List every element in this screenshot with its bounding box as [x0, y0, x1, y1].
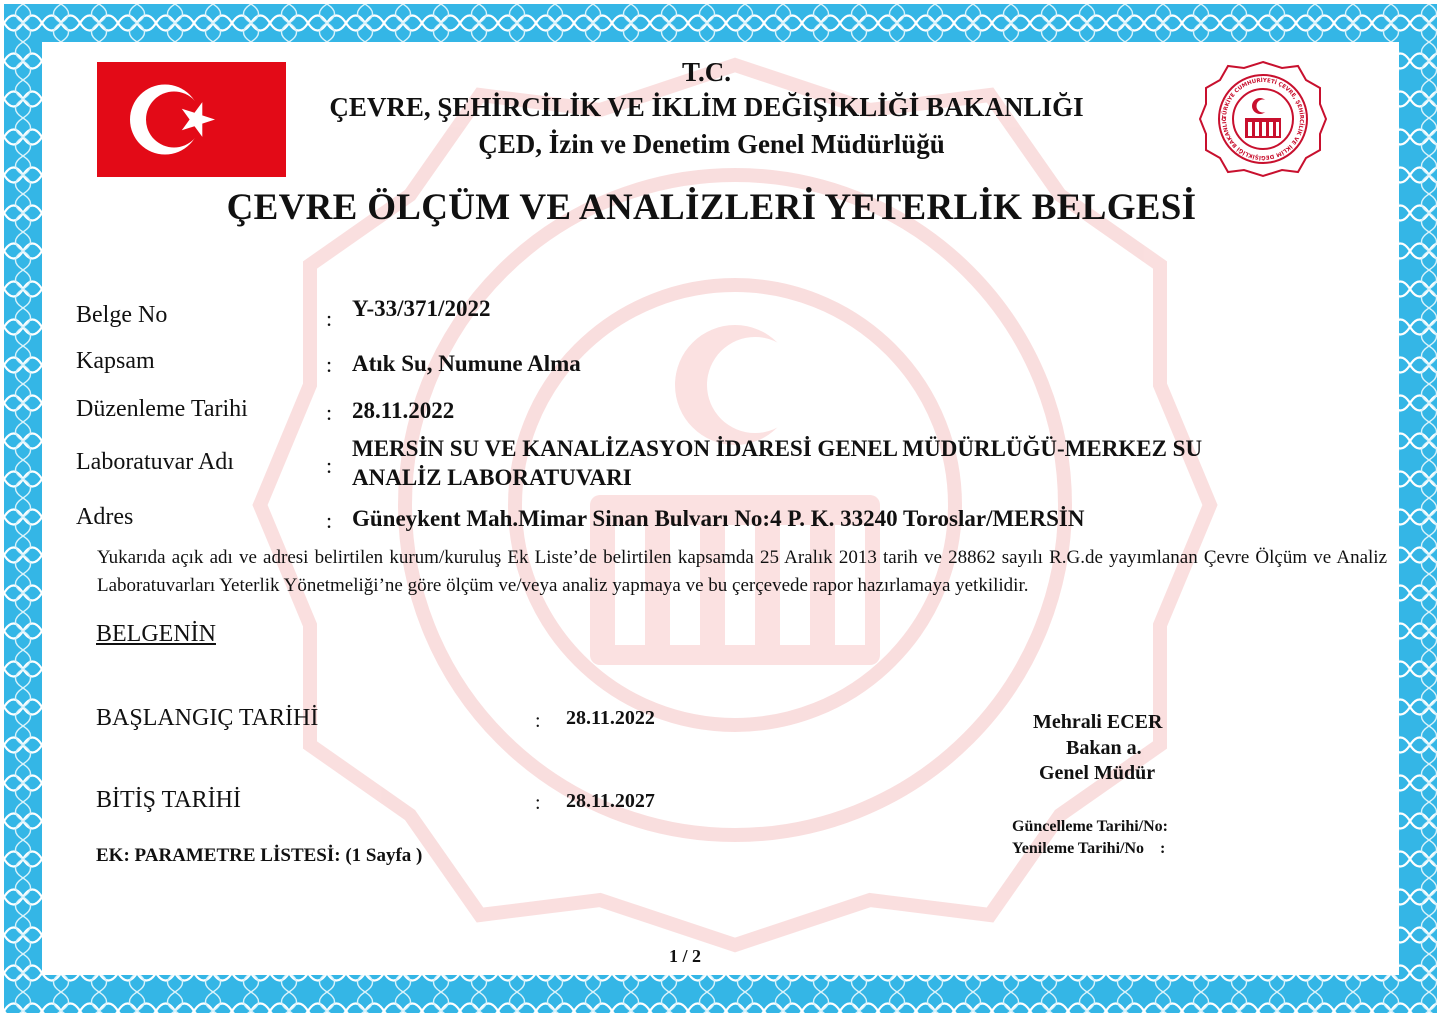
field-label-adres: Adres: [76, 504, 134, 530]
field-label-belge-no: Belge No: [76, 302, 168, 328]
field-value-belge-no: Y-33/371/2022: [352, 296, 491, 321]
seal-text: TÜRKİYE CUMHURİYETİ ÇEVRE, ŞEHİRCİLİK VE İKLİM DEĞİŞİKLİĞİ BAKANLIĞ: [1221, 77, 1305, 161]
signatory-title: Genel Müdür: [1039, 762, 1156, 784]
field-colon: :: [326, 306, 333, 331]
field-colon: :: [326, 453, 333, 478]
field-value-adres: Güneykent Mah.Mimar Sinan Bulvarı No:4 P. K. 33240 Toroslar/MERSİN: [352, 506, 1085, 531]
field-label-duzenleme-tarihi: Düzenleme Tarihi: [76, 396, 248, 422]
department-name: ÇED, İzin ve Denetim Genel Müdürlüğü: [478, 129, 945, 159]
header-tc: T.C.: [681, 57, 731, 87]
certificate-title: ÇEVRE ÖLÇÜM VE ANALİZLERİ YETERLİK BELGESİ: [226, 187, 1197, 228]
signatory-name: Mehrali ECER: [1033, 711, 1163, 733]
page-number: 1 / 2: [668, 946, 701, 966]
field-value-kapsam: Atık Su, Numune Alma: [352, 351, 581, 376]
field-value-laboratuvar-adi-line1: MERSİN SU VE KANALİZASYON İDARESİ GENEL MÜDÜRLÜĞÜ-MERKEZ SU: [352, 436, 1203, 461]
start-date-value: 28.11.2022: [566, 707, 655, 729]
end-date-value: 28.11.2027: [566, 790, 655, 812]
field-value-duzenleme-tarihi: 28.11.2022: [352, 398, 455, 423]
annex-note: EK: PARAMETRE LİSTESİ: (1 Sayfa ): [96, 845, 423, 866]
validity-heading: BELGENİN: [96, 621, 216, 647]
field-value-laboratuvar-adi-line2: ANALİZ LABORATUVARI: [352, 465, 632, 490]
update-date-label: Güncelleme Tarihi/No:: [1012, 818, 1168, 835]
renewal-date-label: Yenileme Tarihi/No :: [1012, 840, 1166, 857]
start-date-colon: :: [535, 710, 541, 732]
authorization-paragraph: Yukarıda açık adı ve adresi belirtilen kurum/kuruluş Ek Liste’de belirtilen kapsamda 25 Aralık 2013 tarih ve 28862 sayılı R.G.de yayımlanan Çevre Ölçüm ve Analiz Laboratuvarları Yeterlik Yönetmeliği’ne göre ölçüm ve/veya analiz yapmaya ve bu çerçevede rapor hazırlamaya yetkilidir.: [97, 547, 1387, 596]
end-date-label: BİTİŞ TARİHİ: [96, 787, 241, 813]
field-colon: :: [326, 508, 333, 533]
signatory-proxy: Bakan a.: [1066, 737, 1142, 759]
field-colon: :: [326, 400, 333, 425]
field-label-laboratuvar-adi: Laboratuvar Adı: [76, 449, 234, 475]
field-colon: :: [326, 352, 333, 377]
end-date-colon: :: [535, 792, 541, 814]
start-date-label: BAŞLANGIÇ TARİHİ: [96, 705, 319, 731]
field-label-kapsam: Kapsam: [76, 348, 155, 374]
ministry-name: ÇEVRE, ŞEHİRCİLİK VE İKLİM DEĞİŞİKLİĞİ BAKANLIĞI: [329, 92, 1084, 122]
